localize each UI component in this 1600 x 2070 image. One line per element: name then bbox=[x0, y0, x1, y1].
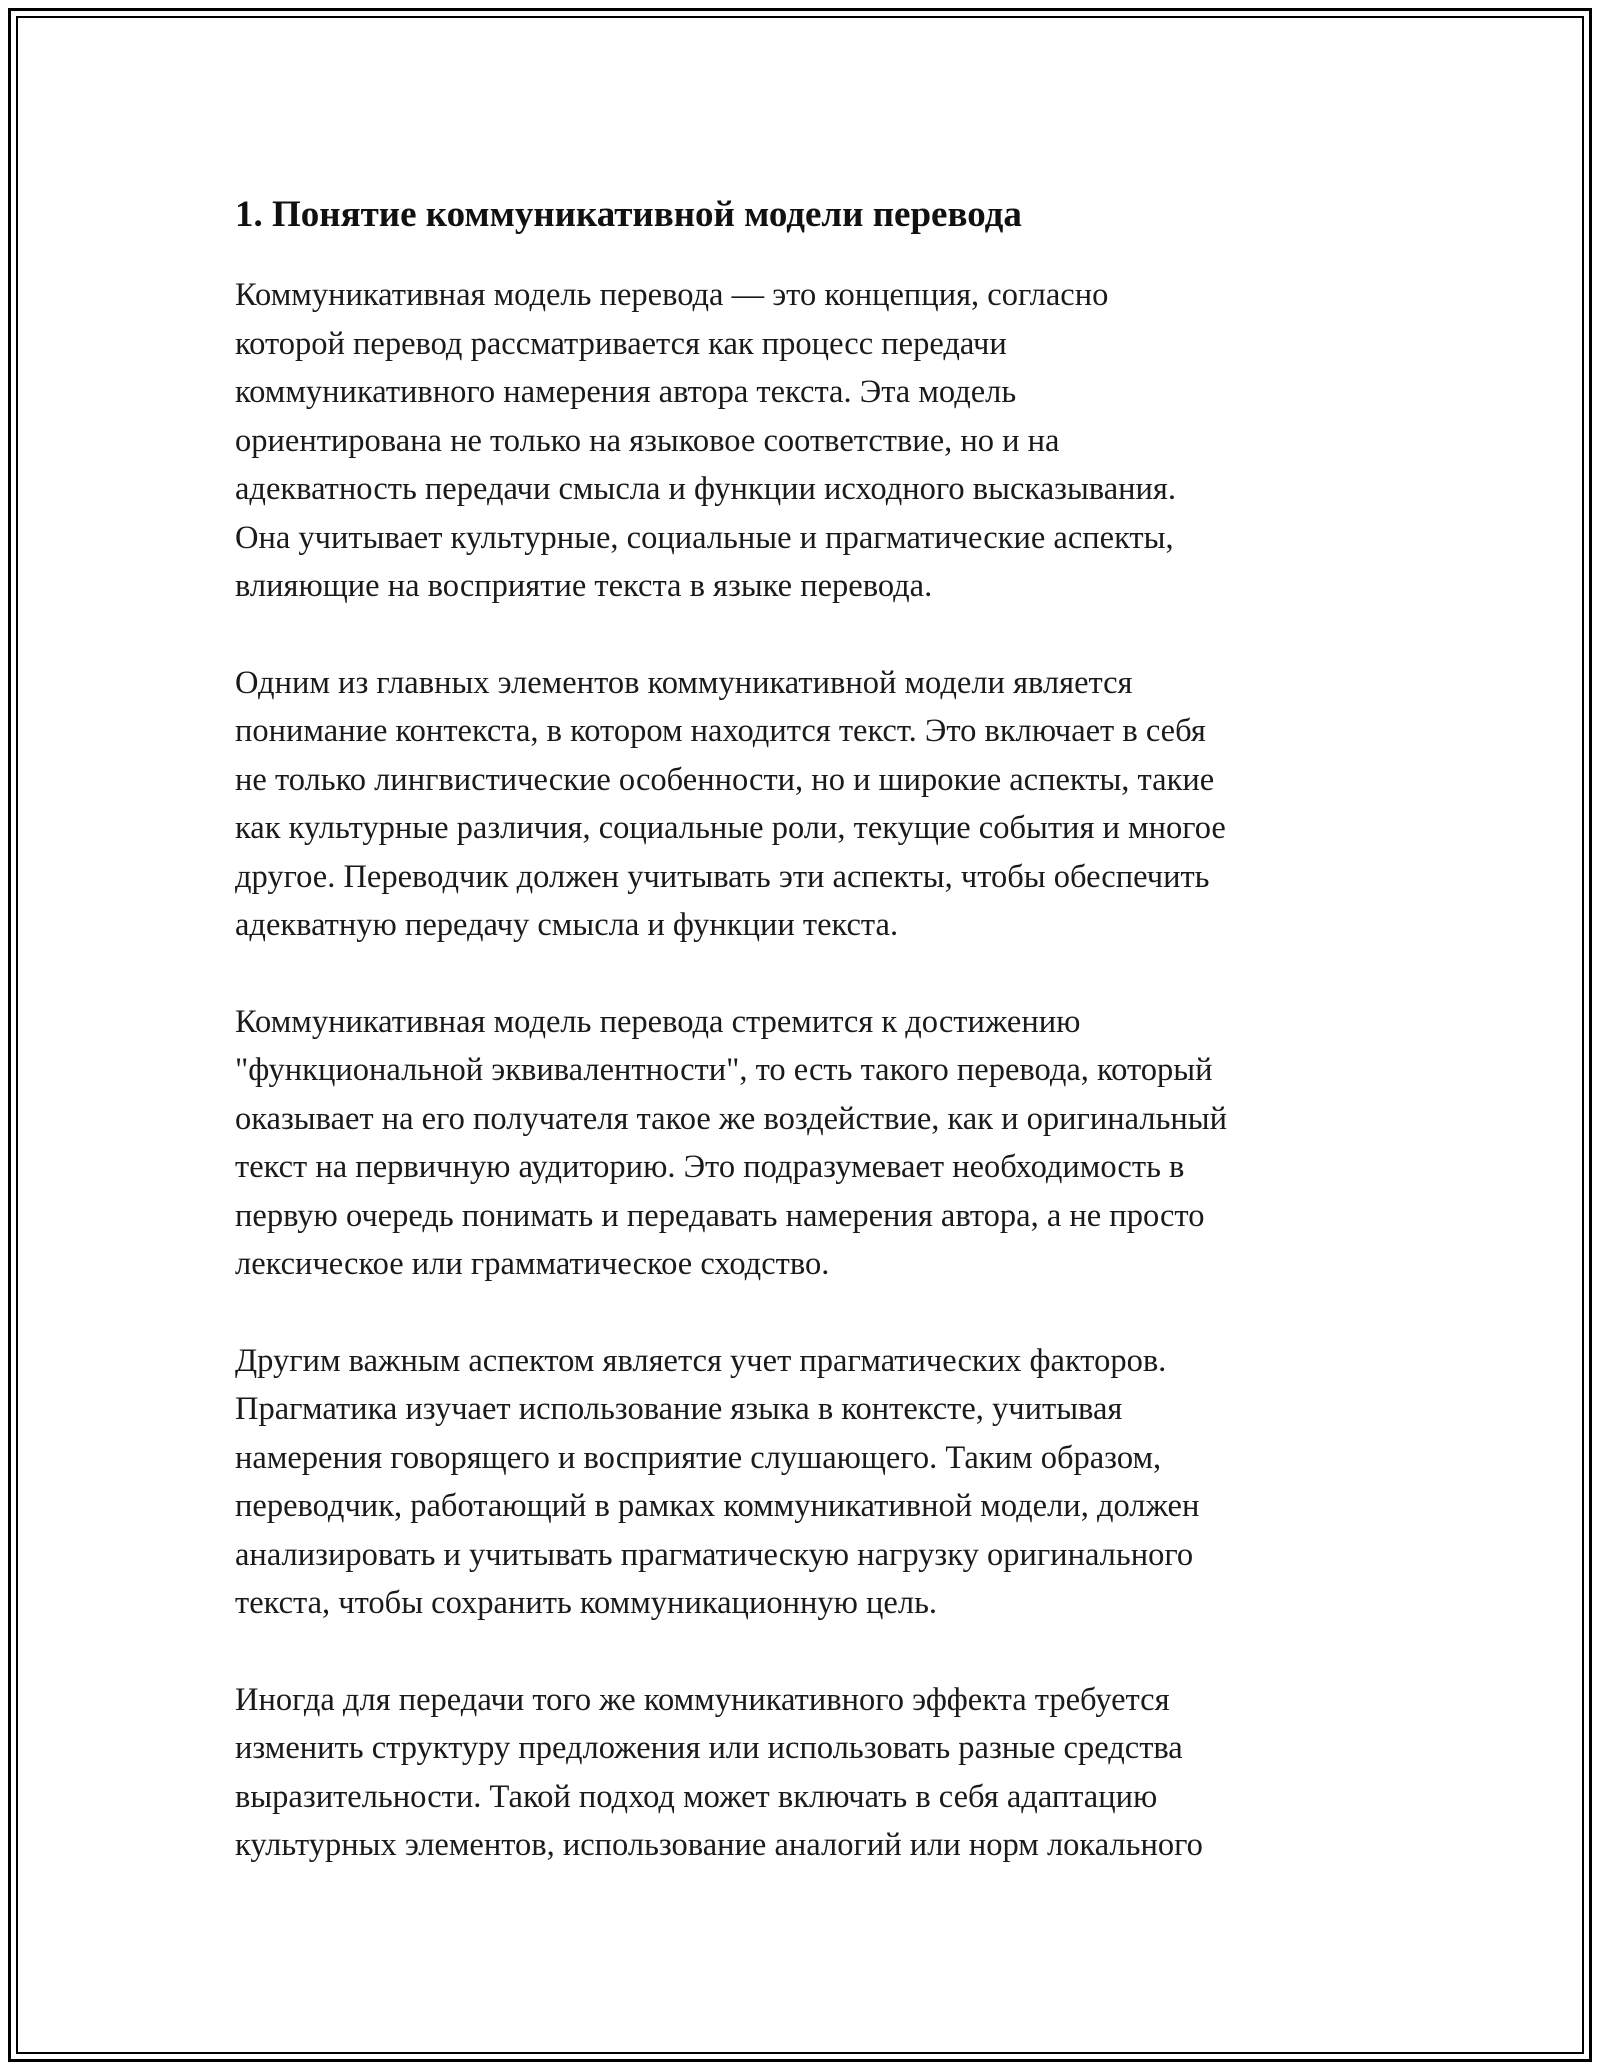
text-line: культурных элементов, использование аналогий или норм локального bbox=[235, 1827, 1203, 1863]
text-line: Иногда для передачи того же коммуникативного эффекта требуется bbox=[235, 1681, 1170, 1718]
text-line: не только лингвистические особенности, но и широкие аспекты, такие bbox=[235, 761, 1215, 798]
text-line: выразительности. Такой подход может включать в себя адаптацию bbox=[235, 1778, 1158, 1815]
paragraph-2 bbox=[235, 659, 1395, 950]
text-line: анализировать и учитывать прагматическую нагрузку оригинального bbox=[235, 1536, 1194, 1573]
text-line: лексическое или грамматическое сходство. bbox=[235, 1246, 830, 1282]
text-line: переводчик, работающий в рамках коммуникативной модели, должен bbox=[235, 1488, 1200, 1524]
text-line: как культурные различия, социальные роли, текущие события и многое bbox=[235, 810, 1226, 846]
document-body bbox=[235, 185, 1395, 1918]
text-line: коммуникативного намерения автора текста. Эта модель bbox=[235, 374, 1017, 410]
text-line: Она учитывает культурные, социальные и прагматические аспекты, bbox=[235, 519, 1174, 556]
text-line: влияющие на восприятие текста в языке перевода. bbox=[235, 568, 933, 604]
text-line: понимание контекста, в котором находится текст. Это включает в себя bbox=[235, 713, 1206, 749]
section-heading: 1. Понятие коммуникативной модели перевода bbox=[235, 194, 1022, 235]
paragraph-1 bbox=[235, 271, 1395, 611]
text-line: текст на первичную аудиторию. Это подразумевает необходимость в bbox=[235, 1149, 1185, 1185]
text-line: Другим важным аспектом является учет прагматических факторов. bbox=[235, 1342, 1167, 1379]
text-line: Коммуникативная модель перевода — это концепция, согласно bbox=[235, 277, 1109, 313]
text-line: другое. Переводчик должен учитывать эти аспекты, чтобы обеспечить bbox=[235, 858, 1210, 895]
text-line: текста, чтобы сохранить коммуникационную цель. bbox=[235, 1585, 938, 1621]
text-line: оказывает на его получателя такое же воздействие, как и оригинальный bbox=[235, 1100, 1228, 1137]
text-line: адекватность передачи смысла и функции исходного высказывания. bbox=[235, 471, 1177, 507]
paragraph-5 bbox=[235, 1676, 1395, 1870]
text-line: адекватную передачу смысла и функции текста. bbox=[235, 907, 899, 943]
text-line: первую очередь понимать и передавать намерения автора, а не просто bbox=[235, 1197, 1205, 1234]
text-line: Коммуникативная модель перевода стремится к достижению bbox=[235, 1003, 1081, 1040]
paragraph-4 bbox=[235, 1337, 1395, 1628]
text-line: "функциональной эквивалентности", то есть такого перевода, который bbox=[235, 1052, 1213, 1088]
text-line: изменить структуру предложения или использовать разные средства bbox=[235, 1730, 1183, 1766]
text-line: ориентирована не только на языковое соответствие, но и на bbox=[235, 422, 1060, 459]
text-line: которой перевод рассматривается как процесс передачи bbox=[235, 325, 1007, 362]
text-line: Прагматика изучает использование языка в контексте, учитывая bbox=[235, 1391, 1123, 1427]
text-line: Одним из главных элементов коммуникативной модели является bbox=[235, 664, 1133, 701]
paragraph-3 bbox=[235, 998, 1395, 1289]
text-line: намерения говорящего и восприятие слушающего. Таким образом, bbox=[235, 1439, 1162, 1476]
